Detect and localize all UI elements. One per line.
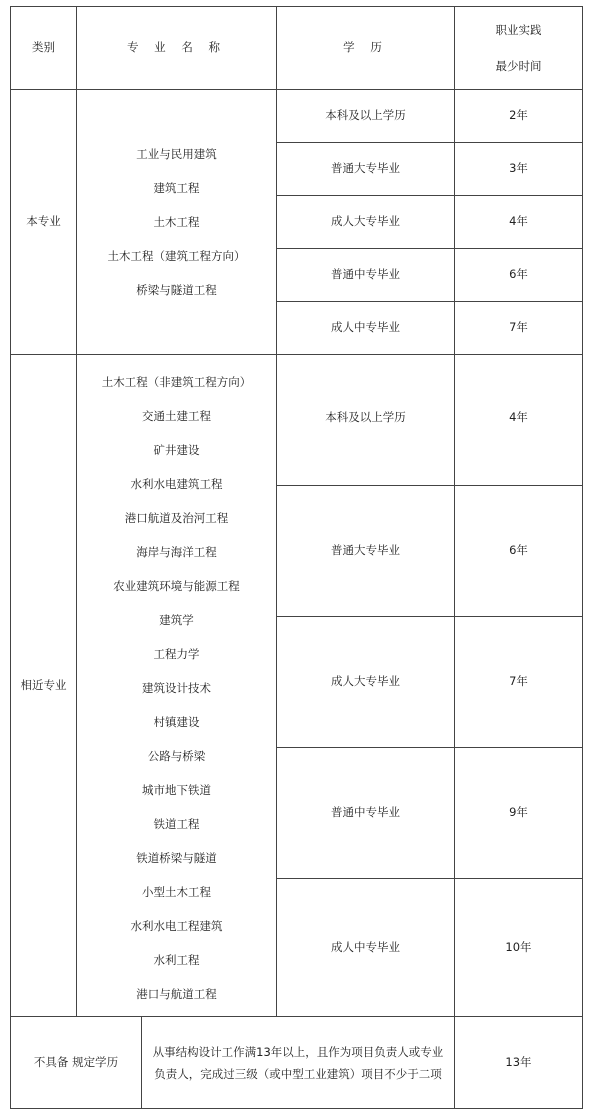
header-major-name: 专 业 名 称 xyxy=(77,7,277,90)
major-item: 工业与民用建筑 xyxy=(136,147,217,161)
major-item: 水利水电建筑工程 xyxy=(130,476,223,491)
header-practice-time-line1: 职业实践 xyxy=(495,23,542,37)
category-main: 本专业 xyxy=(11,90,77,355)
requirements-table xyxy=(10,6,583,1109)
table-row xyxy=(11,1017,583,1109)
education-cell: 成人中专毕业 xyxy=(277,302,455,355)
major-item: 村镇建设 xyxy=(153,714,200,729)
major-item: 建筑工程 xyxy=(153,181,200,195)
time-cell: 13年 xyxy=(455,1017,583,1109)
category-none: 不具备 规定学历 xyxy=(11,1017,142,1109)
major-item: 土木工程（建筑工程方向） xyxy=(107,249,246,263)
major-item: 小型土木工程 xyxy=(142,884,211,899)
header-education: 学 历 xyxy=(277,7,455,90)
major-item: 土木工程 xyxy=(153,215,200,229)
major-item: 农业建筑环境与能源工程 xyxy=(113,578,240,593)
time-cell: 4年 xyxy=(455,196,583,249)
major-item: 城市地下铁道 xyxy=(142,782,211,797)
education-cell: 普通中专毕业 xyxy=(277,249,455,302)
education-cell: 普通大专毕业 xyxy=(277,143,455,196)
major-item: 水利水电工程建筑 xyxy=(130,918,223,933)
time-cell: 3年 xyxy=(455,143,583,196)
education-cell: 本科及以上学历 xyxy=(277,355,455,486)
major-item: 铁道工程 xyxy=(153,816,200,831)
major-item: 工程力学 xyxy=(153,646,200,661)
education-cell: 本科及以上学历 xyxy=(277,90,455,143)
major-item: 建筑设计技术 xyxy=(142,680,211,695)
category-related: 相近专业 xyxy=(11,355,77,1017)
time-cell: 6年 xyxy=(455,486,583,617)
header-practice-time-line2: 最少时间 xyxy=(495,59,542,73)
time-cell: 7年 xyxy=(455,302,583,355)
table-row xyxy=(11,90,583,143)
time-cell: 7年 xyxy=(455,617,583,748)
major-item: 桥梁与隧道工程 xyxy=(136,283,217,297)
education-cell: 成人大专毕业 xyxy=(277,617,455,748)
time-cell: 4年 xyxy=(455,355,583,486)
header-row xyxy=(11,7,583,90)
major-item: 港口航道及治河工程 xyxy=(124,510,229,525)
education-cell: 普通大专毕业 xyxy=(277,486,455,617)
major-item: 海岸与海洋工程 xyxy=(136,544,217,559)
major-item: 交通土建工程 xyxy=(142,408,211,423)
header-practice-time xyxy=(455,7,583,90)
major-item: 公路与桥梁 xyxy=(147,748,206,763)
requirement-description: 从事结构设计工作满13年以上，且作为项目负责人或专业负责人，完成过三级（或中型工业建筑）项目不少于二项 xyxy=(142,1017,455,1109)
time-cell: 6年 xyxy=(455,249,583,302)
major-item: 土木工程（非建筑工程方向） xyxy=(101,374,252,389)
time-cell: 2年 xyxy=(455,90,583,143)
major-item: 建筑学 xyxy=(159,612,194,627)
education-cell: 成人大专毕业 xyxy=(277,196,455,249)
majors-related xyxy=(77,355,277,1017)
time-cell: 10年 xyxy=(455,879,583,1017)
major-item: 铁道桥梁与隧道 xyxy=(136,850,217,865)
education-cell: 成人中专毕业 xyxy=(277,879,455,1017)
table-row xyxy=(11,355,583,486)
header-category: 类别 xyxy=(11,7,77,90)
major-item: 矿井建设 xyxy=(153,442,200,457)
education-cell: 普通中专毕业 xyxy=(277,748,455,879)
time-cell: 9年 xyxy=(455,748,583,879)
major-item: 港口与航道工程 xyxy=(136,986,217,1001)
major-item: 水利工程 xyxy=(153,952,200,967)
majors-main xyxy=(77,90,277,355)
